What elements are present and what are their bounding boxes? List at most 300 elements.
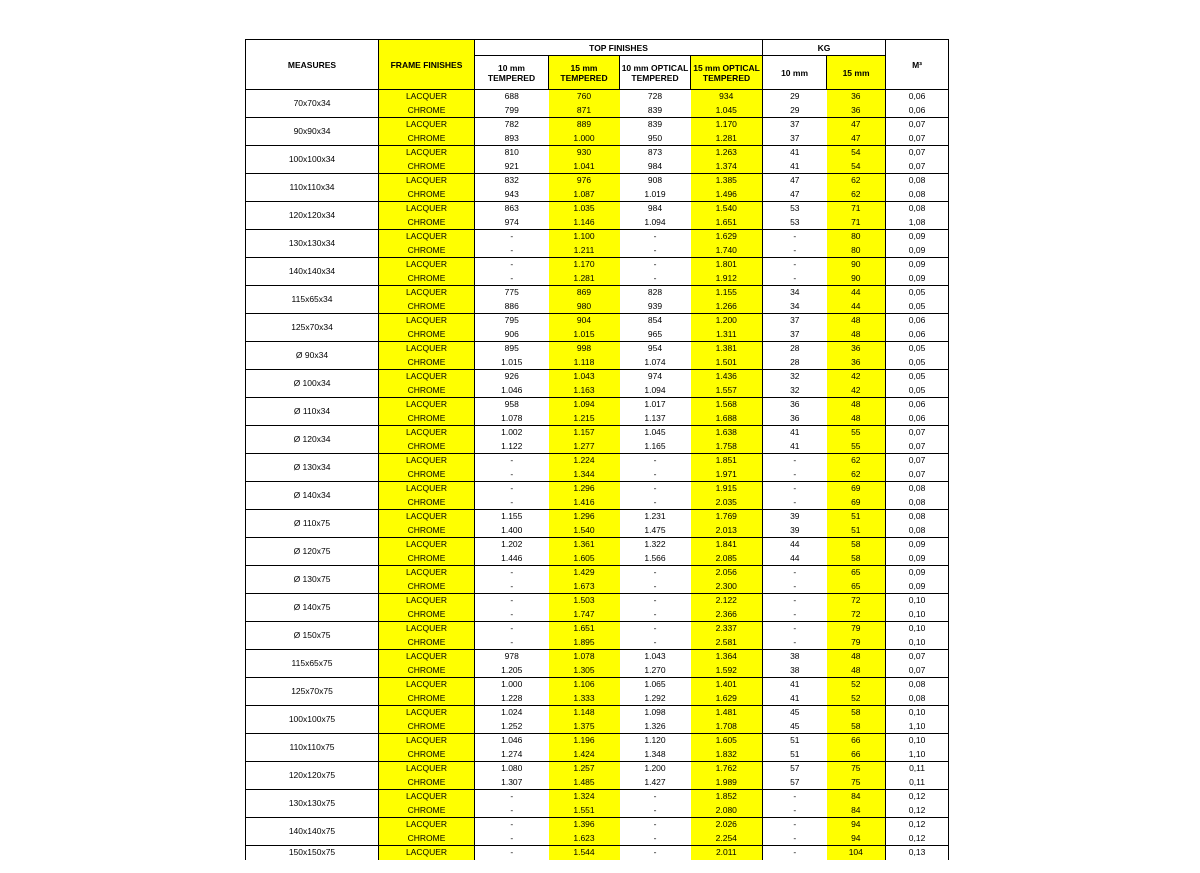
frame-finish-cell: CHROME	[379, 412, 475, 426]
frame-finish-cell: CHROME	[379, 468, 475, 482]
price-15mm-tempered-cell: 1.118	[549, 356, 620, 370]
measure-cell: Ø 150x75	[246, 622, 379, 650]
header-10mm-optical-tempered: 10 mm OPTICAL TEMPERED	[620, 56, 691, 90]
price-15mm-optical-cell: 1.311	[691, 328, 763, 342]
price-15mm-tempered-cell: 1.396	[549, 818, 620, 832]
kg-15mm-cell: 69	[827, 496, 886, 510]
price-table-sheet	[245, 39, 948, 858]
volume-m3-cell: 0,05	[886, 370, 949, 384]
kg-10mm-cell: 39	[790, 524, 800, 535]
price-10mm-optical-cell: 965	[647, 328, 663, 339]
price-15mm-tempered-cell: 889	[549, 118, 620, 132]
frame-finish-cell: LACQUER	[379, 370, 475, 384]
price-15mm-optical-cell: 1.801	[691, 258, 763, 272]
volume-m3-cell: 0,09	[886, 538, 949, 552]
kg-15mm-cell: 62	[827, 188, 886, 202]
price-15mm-tempered-cell: 1.196	[549, 734, 620, 748]
kg-15mm-cell: 79	[827, 622, 886, 636]
price-10mm-tempered-cell: 1.002	[475, 426, 549, 440]
table-row	[246, 734, 949, 748]
frame-finish-cell: LACQUER	[379, 622, 475, 636]
price-10mm-optical-cell: 984	[620, 202, 691, 216]
frame-finish-cell: LACQUER	[379, 286, 475, 300]
price-10mm-optical-cell: -	[653, 636, 657, 647]
frame-finish-cell: LACQUER	[379, 734, 475, 748]
frame-finish-cell: CHROME	[379, 692, 475, 706]
frame-finish-cell: LACQUER	[379, 146, 475, 160]
price-10mm-optical-cell: -	[620, 454, 691, 468]
kg-10mm-cell: -	[793, 496, 797, 507]
frame-finish-cell: LACQUER	[379, 538, 475, 552]
frame-finish-cell: LACQUER	[379, 846, 475, 860]
measure-cell: 125x70x75	[246, 678, 379, 706]
price-10mm-tempered-cell: 1.024	[475, 706, 549, 720]
kg-15mm-cell: 62	[827, 174, 886, 188]
volume-m3-cell: 0,08	[886, 678, 949, 692]
kg-15mm-cell: 80	[827, 244, 886, 258]
table-row	[246, 90, 949, 104]
kg-10mm-cell: 47	[790, 188, 800, 199]
price-10mm-tempered-cell: -	[475, 566, 549, 580]
price-15mm-optical-cell: 2.085	[691, 552, 763, 566]
price-15mm-optical-cell: 934	[691, 90, 763, 104]
price-15mm-tempered-cell: 1.211	[549, 244, 620, 258]
price-15mm-optical-cell: 1.605	[691, 734, 763, 748]
price-10mm-optical-cell: 1.094	[644, 384, 666, 395]
kg-10mm-cell: 41	[763, 146, 827, 160]
price-15mm-tempered-cell: 1.043	[549, 370, 620, 384]
price-10mm-tempered-cell: 1.228	[501, 692, 523, 703]
price-10mm-tempered-cell: -	[475, 258, 549, 272]
price-15mm-optical-cell: 2.581	[691, 636, 763, 650]
price-10mm-tempered-cell: 1.252	[501, 720, 523, 731]
kg-10mm-cell: 57	[763, 762, 827, 776]
frame-finish-cell: LACQUER	[379, 230, 475, 244]
price-15mm-tempered-cell: 1.540	[549, 524, 620, 538]
price-15mm-optical-cell: 2.013	[691, 524, 763, 538]
price-15mm-optical-cell: 1.170	[691, 118, 763, 132]
table-row	[246, 566, 949, 580]
volume-m3-cell: 0,09	[886, 552, 949, 566]
header-kg: KG	[763, 40, 886, 56]
price-10mm-tempered-cell: -	[475, 622, 549, 636]
volume-m3-cell: 0,07	[886, 650, 949, 664]
header-15mm-tempered: 15 mm TEMPERED	[549, 56, 620, 90]
volume-m3-cell: 0,12	[886, 790, 949, 804]
volume-m3-cell: 0,08	[886, 524, 949, 538]
price-10mm-optical-cell: -	[653, 468, 657, 479]
price-10mm-tempered-cell: 688	[475, 90, 549, 104]
kg-10mm-cell: 41	[790, 692, 800, 703]
kg-15mm-cell: 48	[827, 314, 886, 328]
kg-10mm-cell: -	[763, 790, 827, 804]
volume-m3-cell: 0,07	[886, 146, 949, 160]
volume-m3-cell: 0,08	[886, 510, 949, 524]
price-15mm-optical-cell: 1.557	[691, 384, 763, 398]
price-15mm-optical-cell: 2.011	[691, 846, 763, 860]
kg-10mm-cell: 41	[790, 160, 800, 171]
volume-m3-cell: 0,06	[886, 104, 949, 118]
price-15mm-optical-cell: 1.364	[691, 650, 763, 664]
kg-15mm-cell: 75	[827, 762, 886, 776]
measure-cell: Ø 100x34	[246, 370, 379, 398]
price-15mm-optical-cell: 1.762	[691, 762, 763, 776]
price-10mm-tempered-cell: 1.205	[501, 664, 523, 675]
price-15mm-optical-cell: 2.254	[691, 832, 763, 846]
frame-finish-cell: LACQUER	[379, 706, 475, 720]
price-10mm-optical-cell: -	[653, 272, 657, 283]
kg-10mm-cell: 57	[790, 776, 800, 787]
frame-finish-cell: CHROME	[379, 636, 475, 650]
price-10mm-tempered-cell: -	[510, 636, 514, 647]
header-top-finishes: TOP FINISHES	[475, 40, 763, 56]
kg-10mm-cell: 37	[763, 314, 827, 328]
volume-m3-cell: 0,07	[886, 664, 949, 678]
price-15mm-tempered-cell: 1.429	[549, 566, 620, 580]
table-row	[246, 510, 949, 524]
price-10mm-optical-cell: 1.017	[620, 398, 691, 412]
volume-m3-cell: 0,08	[886, 202, 949, 216]
kg-10mm-cell: 45	[763, 706, 827, 720]
kg-10mm-cell: 53	[763, 202, 827, 216]
price-10mm-optical-cell: -	[620, 482, 691, 496]
kg-15mm-cell: 48	[827, 650, 886, 664]
price-15mm-tempered-cell: 1.146	[549, 216, 620, 230]
kg-15mm-cell: 55	[827, 426, 886, 440]
price-15mm-tempered-cell: 1.324	[549, 790, 620, 804]
volume-m3-cell: 0,10	[886, 608, 949, 622]
kg-15mm-cell: 58	[827, 552, 886, 566]
price-15mm-tempered-cell: 1.424	[549, 748, 620, 762]
measure-cell: 150x150x75	[246, 846, 379, 860]
price-10mm-tempered-cell: 1.202	[475, 538, 549, 552]
measure-cell: Ø 120x34	[246, 426, 379, 454]
kg-15mm-cell: 51	[827, 524, 886, 538]
volume-m3-cell: 0,05	[886, 384, 949, 398]
measure-cell: 90x90x34	[246, 118, 379, 146]
volume-m3-cell: 0,10	[886, 706, 949, 720]
kg-15mm-cell: 94	[827, 818, 886, 832]
frame-finish-cell: CHROME	[379, 552, 475, 566]
header-kg-15mm: 15 mm	[827, 56, 886, 90]
frame-finish-cell: LACQUER	[379, 90, 475, 104]
price-15mm-optical-cell: 1.568	[691, 398, 763, 412]
kg-10mm-cell: -	[763, 454, 827, 468]
kg-15mm-cell: 48	[827, 412, 886, 426]
kg-15mm-cell: 55	[827, 440, 886, 454]
kg-15mm-cell: 79	[827, 636, 886, 650]
kg-15mm-cell: 36	[827, 104, 886, 118]
kg-15mm-cell: 62	[827, 468, 886, 482]
kg-15mm-cell: 84	[827, 790, 886, 804]
price-15mm-optical-cell: 2.122	[691, 594, 763, 608]
price-10mm-tempered-cell: 974	[504, 216, 519, 227]
price-10mm-optical-cell: 950	[647, 132, 663, 143]
measure-cell: Ø 140x34	[246, 482, 379, 510]
kg-10mm-cell: -	[793, 244, 797, 255]
frame-finish-cell: CHROME	[379, 160, 475, 174]
price-15mm-tempered-cell: 904	[549, 314, 620, 328]
kg-15mm-cell: 75	[827, 776, 886, 790]
kg-10mm-cell: 28	[763, 342, 827, 356]
header-measures: MEASURES	[246, 40, 379, 90]
price-15mm-tempered-cell: 1.087	[549, 188, 620, 202]
volume-m3-cell: 0,06	[886, 314, 949, 328]
kg-10mm-cell: 32	[790, 384, 800, 395]
frame-finish-cell: LACQUER	[379, 594, 475, 608]
kg-10mm-cell: -	[763, 258, 827, 272]
price-10mm-optical-cell: -	[620, 846, 691, 860]
volume-m3-cell: 0,06	[886, 328, 949, 342]
price-15mm-tempered-cell: 1.078	[549, 650, 620, 664]
measure-cell: Ø 130x34	[246, 454, 379, 482]
kg-15mm-cell: 58	[827, 538, 886, 552]
kg-15mm-cell: 65	[827, 580, 886, 594]
header-15mm-optical-tempered: 15 mm OPTICAL TEMPERED	[691, 56, 763, 90]
frame-finish-cell: LACQUER	[379, 118, 475, 132]
price-10mm-tempered-cell: 1.155	[475, 510, 549, 524]
volume-m3-cell: 0,08	[886, 174, 949, 188]
price-15mm-optical-cell: 1.971	[691, 468, 763, 482]
frame-finish-cell: CHROME	[379, 664, 475, 678]
frame-finish-cell: CHROME	[379, 440, 475, 454]
frame-finish-cell: LACQUER	[379, 790, 475, 804]
kg-15mm-cell: 52	[827, 678, 886, 692]
price-10mm-tempered-cell: 921	[504, 160, 519, 171]
volume-m3-cell: 0,08	[886, 496, 949, 510]
price-15mm-tempered-cell: 1.148	[549, 706, 620, 720]
price-10mm-optical-cell: 1.094	[644, 216, 666, 227]
volume-m3-cell: 0,13	[886, 846, 949, 860]
price-15mm-optical-cell: 1.263	[691, 146, 763, 160]
measure-cell: 100x100x34	[246, 146, 379, 174]
price-10mm-optical-cell: 1.120	[620, 734, 691, 748]
volume-m3-cell: 0,07	[886, 440, 949, 454]
price-10mm-tempered-cell: 978	[475, 650, 549, 664]
price-10mm-tempered-cell: -	[510, 496, 514, 507]
measure-cell: 115x65x75	[246, 650, 379, 678]
price-15mm-optical-cell: 2.366	[691, 608, 763, 622]
kg-15mm-cell: 47	[827, 118, 886, 132]
price-10mm-tempered-cell: 1.015	[501, 356, 523, 367]
price-10mm-tempered-cell: 775	[475, 286, 549, 300]
measure-cell: 130x130x34	[246, 230, 379, 258]
table-row	[246, 594, 949, 608]
price-15mm-tempered-cell: 1.895	[549, 636, 620, 650]
kg-10mm-cell: -	[793, 468, 797, 479]
volume-m3-cell: 0,09	[886, 580, 949, 594]
price-15mm-optical-cell: 1.200	[691, 314, 763, 328]
volume-m3-cell: 0,07	[886, 160, 949, 174]
kg-10mm-cell: 51	[763, 734, 827, 748]
measure-cell: 130x130x75	[246, 790, 379, 818]
price-15mm-optical-cell: 1.592	[691, 664, 763, 678]
frame-finish-cell: CHROME	[379, 356, 475, 370]
price-10mm-tempered-cell: 943	[504, 188, 519, 199]
frame-finish-cell: LACQUER	[379, 174, 475, 188]
table-row	[246, 174, 949, 188]
price-15mm-tempered-cell: 1.551	[549, 804, 620, 818]
price-15mm-optical-cell: 1.481	[691, 706, 763, 720]
price-15mm-tempered-cell: 1.747	[549, 608, 620, 622]
volume-m3-cell: 0,12	[886, 832, 949, 846]
price-10mm-optical-cell: -	[653, 804, 657, 815]
volume-m3-cell: 0,09	[886, 230, 949, 244]
price-15mm-optical-cell: 2.337	[691, 622, 763, 636]
volume-m3-cell: 0,12	[886, 818, 949, 832]
price-10mm-optical-cell: 1.326	[644, 720, 666, 731]
kg-15mm-cell: 44	[827, 300, 886, 314]
kg-15mm-cell: 72	[827, 608, 886, 622]
table-body	[246, 90, 949, 860]
measure-cell: 100x100x75	[246, 706, 379, 734]
price-10mm-optical-cell: 1.566	[644, 552, 666, 563]
frame-finish-cell: CHROME	[379, 748, 475, 762]
price-15mm-optical-cell: 1.381	[691, 342, 763, 356]
price-10mm-tempered-cell: -	[510, 804, 514, 815]
price-15mm-optical-cell: 2.056	[691, 566, 763, 580]
price-15mm-optical-cell: 1.540	[691, 202, 763, 216]
price-10mm-tempered-cell: 863	[475, 202, 549, 216]
price-10mm-tempered-cell: 1.274	[501, 748, 523, 759]
table-row	[246, 650, 949, 664]
measure-cell: Ø 120x75	[246, 538, 379, 566]
price-15mm-tempered-cell: 1.215	[549, 412, 620, 426]
frame-finish-cell: CHROME	[379, 776, 475, 790]
volume-m3-cell: 0,06	[886, 412, 949, 426]
table-row	[246, 538, 949, 552]
price-10mm-tempered-cell: 895	[475, 342, 549, 356]
price-10mm-optical-cell: -	[653, 496, 657, 507]
price-table	[245, 39, 949, 860]
price-15mm-tempered-cell: 1.361	[549, 538, 620, 552]
price-10mm-tempered-cell: -	[475, 230, 549, 244]
frame-finish-cell: LACQUER	[379, 762, 475, 776]
frame-finish-cell: LACQUER	[379, 566, 475, 580]
price-15mm-tempered-cell: 1.416	[549, 496, 620, 510]
price-15mm-optical-cell: 1.401	[691, 678, 763, 692]
price-15mm-optical-cell: 1.496	[691, 188, 763, 202]
price-15mm-optical-cell: 1.852	[691, 790, 763, 804]
measure-cell: 140x140x75	[246, 818, 379, 846]
table-row	[246, 146, 949, 160]
price-10mm-tempered-cell: 893	[504, 132, 519, 143]
price-10mm-tempered-cell: 906	[504, 328, 519, 339]
frame-finish-cell: CHROME	[379, 524, 475, 538]
price-10mm-optical-cell: 1.322	[620, 538, 691, 552]
volume-m3-cell: 0,09	[886, 272, 949, 286]
price-10mm-optical-cell: -	[620, 230, 691, 244]
price-10mm-tempered-cell: 1.078	[501, 412, 523, 423]
price-10mm-tempered-cell: 926	[475, 370, 549, 384]
measure-cell: Ø 110x75	[246, 510, 379, 538]
price-15mm-optical-cell: 1.638	[691, 426, 763, 440]
price-15mm-tempered-cell: 1.100	[549, 230, 620, 244]
kg-10mm-cell: -	[763, 482, 827, 496]
kg-15mm-cell: 84	[827, 804, 886, 818]
table-row	[246, 846, 949, 860]
kg-15mm-cell: 66	[827, 734, 886, 748]
kg-10mm-cell: 53	[790, 216, 800, 227]
kg-15mm-cell: 90	[827, 258, 886, 272]
kg-10mm-cell: 44	[763, 538, 827, 552]
kg-10mm-cell: -	[793, 832, 797, 843]
header-frame-finishes: FRAME FINISHES	[379, 40, 475, 90]
kg-15mm-cell: 71	[827, 202, 886, 216]
kg-15mm-cell: 36	[827, 90, 886, 104]
kg-10mm-cell: 51	[790, 748, 800, 759]
volume-m3-cell: 0,07	[886, 468, 949, 482]
kg-10mm-cell: -	[793, 272, 797, 283]
kg-15mm-cell: 94	[827, 832, 886, 846]
measure-cell: 115x65x34	[246, 286, 379, 314]
price-10mm-optical-cell: 1.065	[620, 678, 691, 692]
table-row	[246, 118, 949, 132]
kg-15mm-cell: 48	[827, 398, 886, 412]
price-10mm-optical-cell: 1.137	[644, 412, 666, 423]
price-10mm-optical-cell: 828	[620, 286, 691, 300]
price-15mm-tempered-cell: 1.623	[549, 832, 620, 846]
frame-finish-cell: LACQUER	[379, 818, 475, 832]
price-10mm-tempered-cell: -	[475, 846, 549, 860]
table-row	[246, 314, 949, 328]
price-10mm-tempered-cell: 1.000	[475, 678, 549, 692]
measure-cell: 110x110x34	[246, 174, 379, 202]
price-15mm-tempered-cell: 869	[549, 286, 620, 300]
price-10mm-optical-cell: 1.098	[620, 706, 691, 720]
price-15mm-tempered-cell: 1.503	[549, 594, 620, 608]
price-15mm-tempered-cell: 1.673	[549, 580, 620, 594]
price-15mm-optical-cell: 1.651	[691, 216, 763, 230]
kg-15mm-cell: 42	[827, 384, 886, 398]
measure-cell: 110x110x75	[246, 734, 379, 762]
table-row	[246, 230, 949, 244]
kg-10mm-cell: 34	[790, 300, 800, 311]
table-row	[246, 678, 949, 692]
kg-15mm-cell: 65	[827, 566, 886, 580]
price-10mm-tempered-cell: 1.080	[475, 762, 549, 776]
price-10mm-optical-cell: -	[620, 594, 691, 608]
kg-10mm-cell: -	[763, 622, 827, 636]
volume-m3-cell: 0,06	[886, 398, 949, 412]
frame-finish-cell: CHROME	[379, 244, 475, 258]
price-15mm-optical-cell: 1.851	[691, 454, 763, 468]
price-15mm-optical-cell: 2.300	[691, 580, 763, 594]
price-15mm-tempered-cell: 1.544	[549, 846, 620, 860]
price-10mm-optical-cell: 1.200	[620, 762, 691, 776]
volume-m3-cell: 1,10	[886, 720, 949, 734]
kg-10mm-cell: 32	[763, 370, 827, 384]
table-row	[246, 762, 949, 776]
price-10mm-tempered-cell: 1.446	[501, 552, 523, 563]
price-10mm-optical-cell: 1.165	[644, 440, 666, 451]
volume-m3-cell: 0,09	[886, 566, 949, 580]
price-10mm-optical-cell: -	[620, 790, 691, 804]
price-15mm-tempered-cell: 760	[549, 90, 620, 104]
volume-m3-cell: 0,08	[886, 482, 949, 496]
price-10mm-tempered-cell: 886	[504, 300, 519, 311]
kg-15mm-cell: 66	[827, 748, 886, 762]
frame-finish-cell: LACQUER	[379, 678, 475, 692]
price-10mm-optical-cell: -	[620, 622, 691, 636]
volume-m3-cell: 0,07	[886, 454, 949, 468]
kg-15mm-cell: 54	[827, 160, 886, 174]
table-row	[246, 202, 949, 216]
price-10mm-optical-cell: 839	[647, 104, 663, 115]
kg-10mm-cell: 47	[763, 174, 827, 188]
kg-15mm-cell: 52	[827, 692, 886, 706]
kg-10mm-cell: 29	[763, 90, 827, 104]
